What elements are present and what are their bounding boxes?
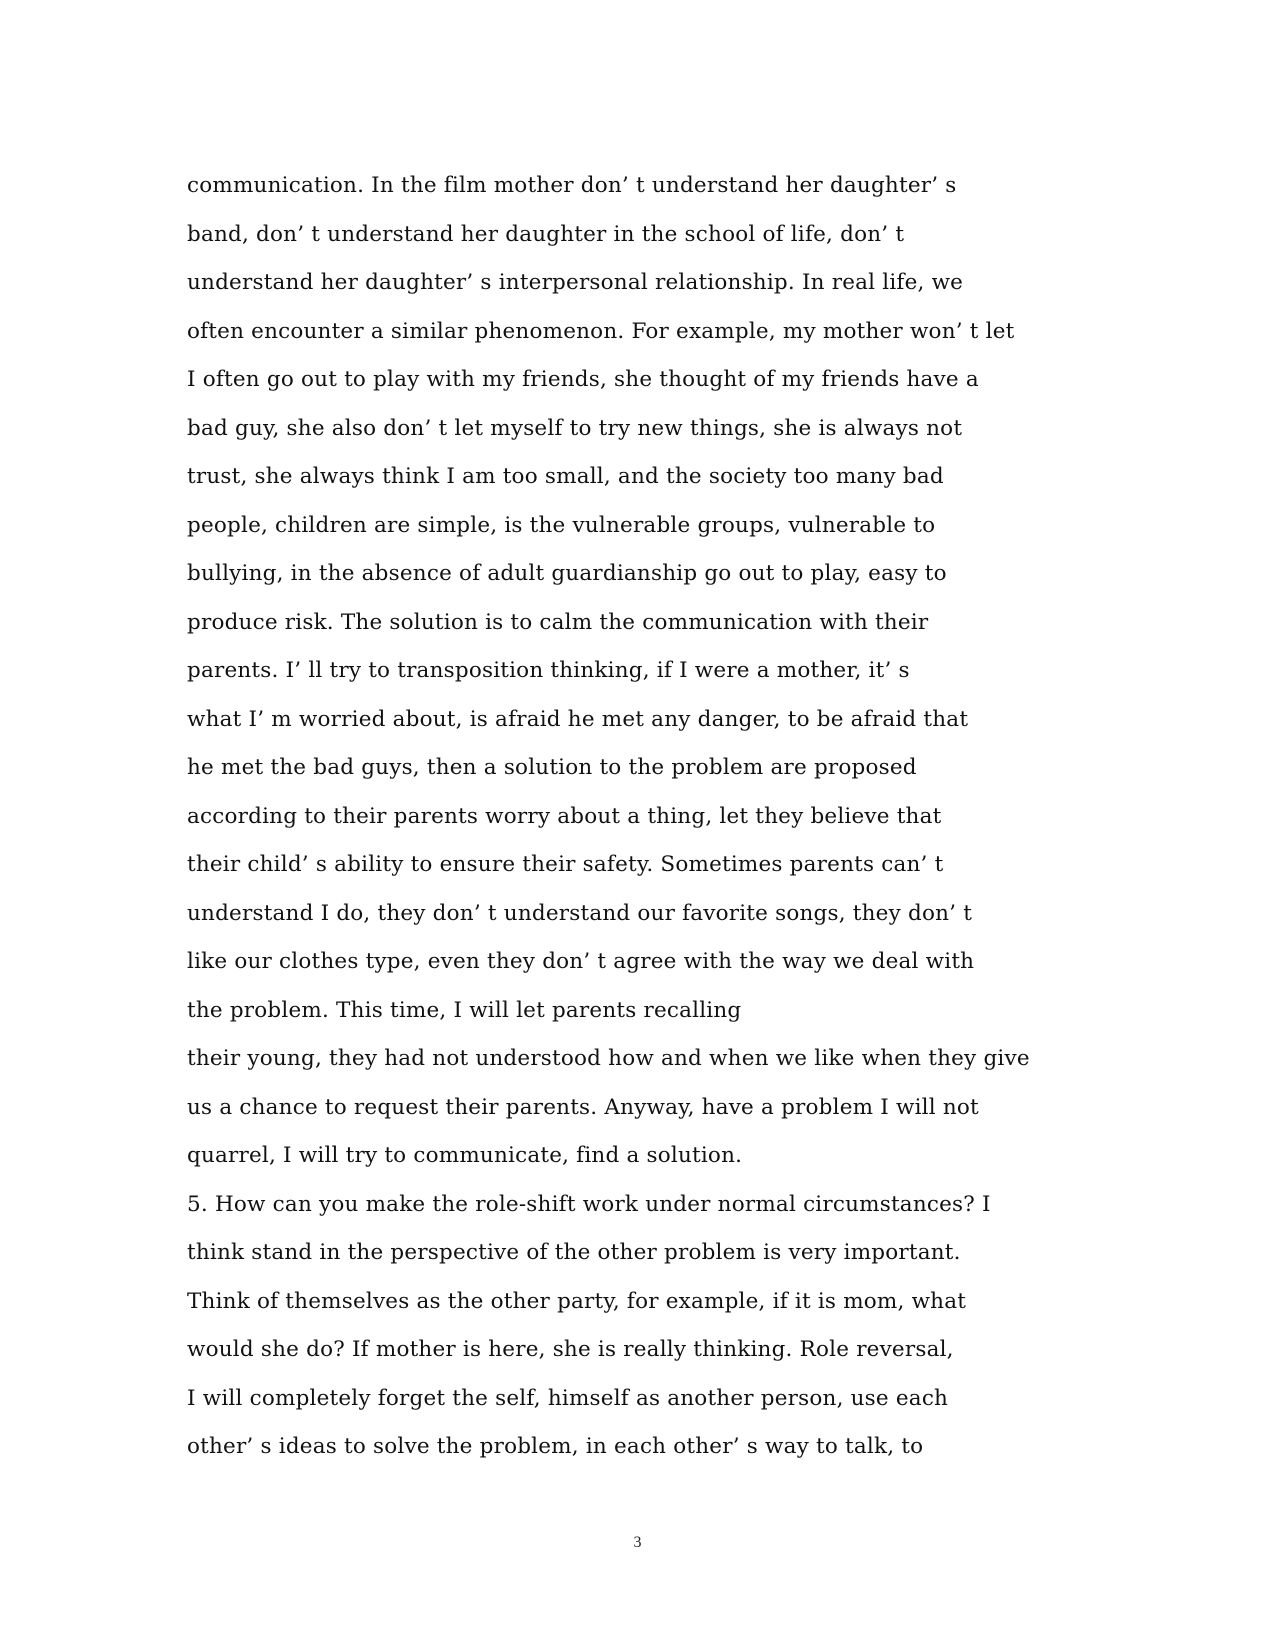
text-line: he met the bad guys, then a solution to the problem are proposed (187, 755, 917, 780)
text-line: bad guy, she also don’ t let myself to try new things, she is always not (187, 415, 963, 441)
text-line: their young, they had not understood how and when we like when they give (187, 1046, 1030, 1071)
text-line: Think of themselves as the other party, for example, if it is mom, what (187, 1288, 967, 1314)
text-line: think stand in the perspective of the other problem is very important. (187, 1240, 961, 1265)
text-line: trust, she always think I am too small, and the society too many bad (187, 464, 944, 489)
text-line: band, don’ t understand her daughter in the school of life, don’ t (187, 221, 905, 247)
text-line: us a chance to request their parents. Anyway, have a problem I will not (187, 1094, 979, 1120)
text-line: I will completely forget the self, himself as another person, use each (187, 1385, 949, 1411)
text-line: I often go out to play with my friends, she thought of my friends have a (187, 367, 979, 392)
text-line: parents. I’ ll try to transposition thinking, if I were a mother, it’ s (187, 658, 910, 683)
text-line: understand her daughter’ s interpersonal relationship. In real life, we (187, 270, 964, 295)
text-line: what I’ m worried about, is afraid he met any danger, to be afraid that (187, 706, 969, 732)
text-line: produce risk. The solution is to calm the communication with their (187, 609, 929, 635)
text-line: understand I do, they don’ t understand our favorite songs, they don’ t (187, 900, 973, 926)
text-line: the problem. This time, I will let parents recalling (187, 997, 742, 1023)
text-line: 5. How can you make the role-shift work under normal circumstances? I (187, 1191, 991, 1217)
text-line: bullying, in the absence of adult guardianship go out to play, easy to (187, 561, 947, 586)
text-line: quarrel, I will try to communicate, find a solution. (187, 1143, 743, 1168)
page-number: 3 (633, 1534, 642, 1551)
text-line: often encounter a similar phenomenon. For example, my mother won’ t let (187, 318, 1015, 344)
text-line: like our clothes type, even they don’ t agree with the way we deal with (187, 949, 975, 974)
text-line: would she do? If mother is here, she is really thinking. Role reversal, (187, 1337, 954, 1362)
text-line: their child’ s ability to ensure their safety. Sometimes parents can’ t (187, 852, 944, 877)
body-text (187, 162, 1097, 1472)
text-line: communication. In the film mother don’ t understand her daughter’ s (187, 173, 957, 198)
text-line: people, children are simple, is the vulnerable groups, vulnerable to (187, 512, 936, 538)
text-line: other’ s ideas to solve the problem, in each other’ s way to talk, to (187, 1434, 924, 1459)
text-line: according to their parents worry about a thing, let they believe that (187, 803, 942, 829)
